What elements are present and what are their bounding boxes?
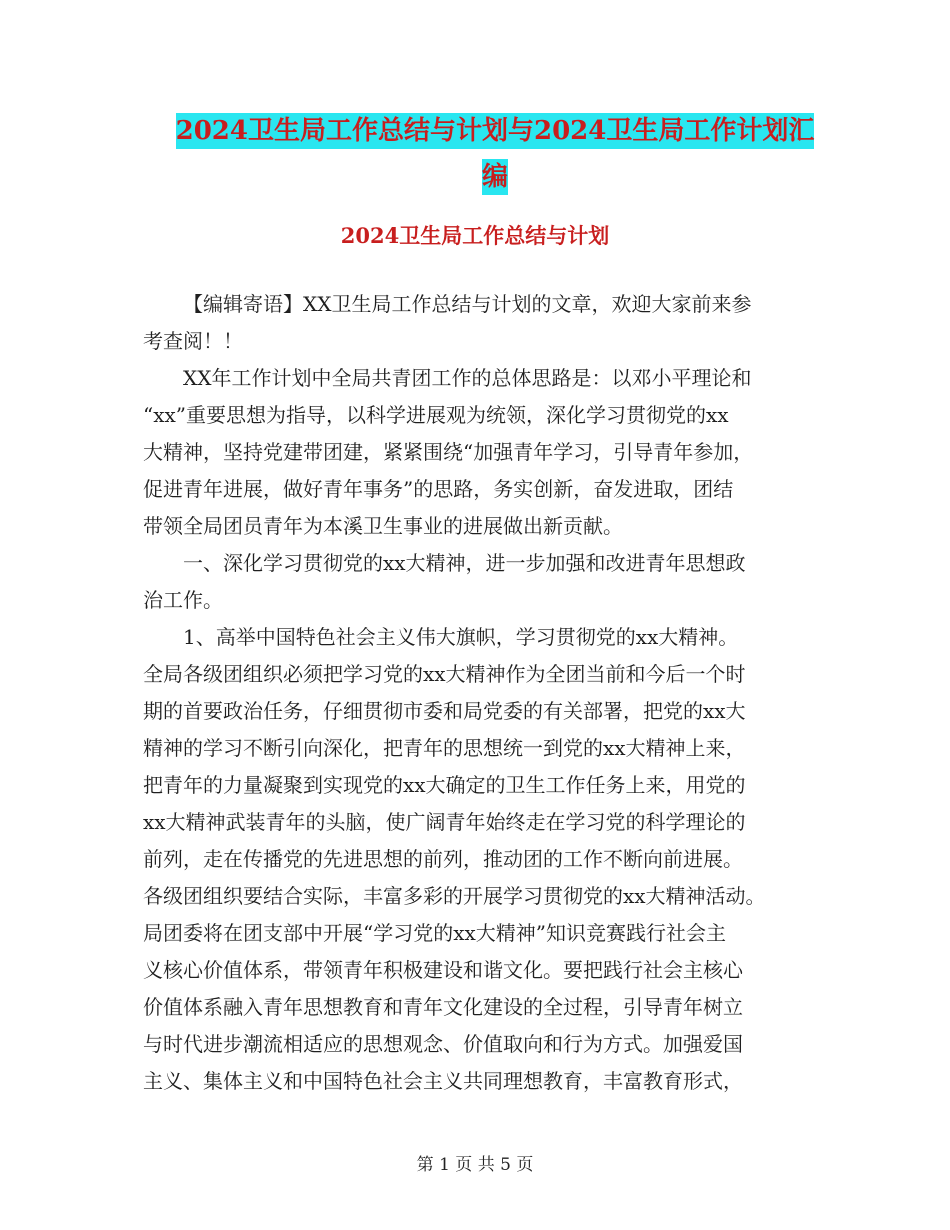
body-line: 与时代进步潮流相适应的思想观念、价值取向和行为方式。加强爱国: [143, 1032, 743, 1056]
body-line: “xx”重要思想为指导，以科学进展观为统领，深化学习贯彻党的xx: [143, 403, 729, 427]
body-line: 精神的学习不断引向深化，把青年的思想统一到党的xx大精神上来，: [143, 736, 746, 760]
body-line: 把青年的力量凝聚到实现党的xx大确定的卫生工作任务上来，用党的: [143, 773, 746, 797]
body-line: 1、高举中国特色社会主义伟大旗帜，学习贯彻党的xx大精神。: [183, 625, 739, 649]
body-line: 前列，走在传播党的先进思想的前列，推动团的工作不断向前进展。: [143, 847, 743, 871]
main-title-line-1: 2024卫生局工作总结与计划与2024卫生局工作计划汇: [176, 113, 815, 149]
body-line: 价值体系融入青年思想教育和青年文化建设的全过程，引导青年树立: [143, 995, 743, 1019]
body-line: 带领全局团员青年为本溪卫生事业的进展做出新贡献。: [143, 514, 623, 538]
body-line: 大精神，坚持党建带团建，紧紧围绕“加强青年学习，引导青年参加，: [143, 440, 754, 464]
body-line: 【编辑寄语】XX卫生局工作总结与计划的文章，欢迎大家前来参: [183, 292, 752, 316]
page-footer: 第 1 页 共 5 页: [416, 1155, 534, 1175]
body-line: 促进青年进展，做好青年事务”的思路，务实创新，奋发进取，团结: [143, 477, 734, 501]
body-line: 局团委将在团支部中开展“学习党的xx大精神”知识竞赛践行社会主: [143, 921, 727, 945]
body-line: xx大精神武装青年的头脑，使广阔青年始终走在学习党的科学理论的: [143, 810, 746, 834]
body-line: 治工作。: [143, 588, 223, 612]
body-line: 各级团组织要结合实际，丰富多彩的开展学习贯彻党的xx大精神活动。: [143, 884, 766, 908]
body-line: 考查阅！！: [143, 329, 243, 353]
body-line: 期的首要政治任务，仔细贯彻市委和局党委的有关部署，把党的xx大: [143, 699, 746, 723]
main-title-line-2: 编: [482, 159, 508, 195]
document-body: [143, 286, 809, 1100]
main-title: [140, 108, 850, 200]
body-line: 全局各级团组织必须把学习党的xx大精神作为全团当前和今后一个时: [143, 662, 746, 686]
section-title: 2024卫生局工作总结与计划: [340, 223, 610, 248]
body-line: 主义、集体主义和中国特色社会主义共同理想教育，丰富教育形式，: [143, 1069, 743, 1093]
body-line: 义核心价值体系，带领青年积极建设和谐文化。要把践行社会主核心: [143, 958, 743, 982]
body-line: 一、深化学习贯彻党的xx大精神，进一步加强和改进青年思想政: [183, 551, 746, 575]
body-line: XX年工作计划中全局共青团工作的总体思路是：以邓小平理论和: [183, 366, 752, 390]
